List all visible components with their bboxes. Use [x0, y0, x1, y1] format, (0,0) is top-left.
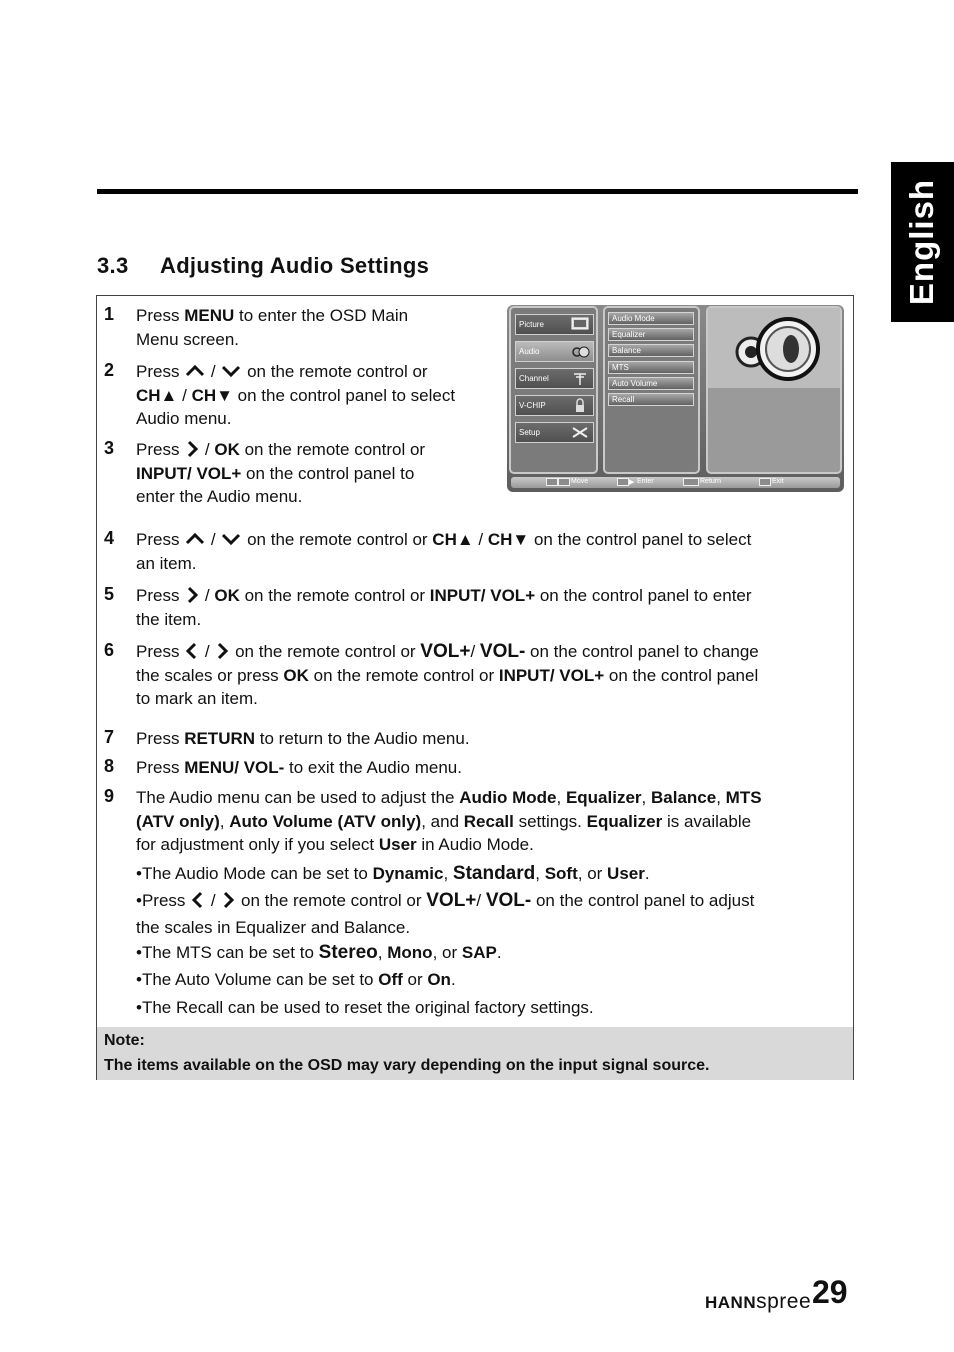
term-mts: MTS — [725, 788, 762, 807]
chevron-left-icon — [190, 891, 206, 909]
tv-icon — [570, 317, 590, 332]
term-on: On — [427, 970, 451, 989]
separator: , — [716, 788, 726, 807]
osd-sub-mts: MTS — [608, 361, 694, 374]
step-text: Audio menu. — [136, 409, 232, 428]
chevron-up-icon — [184, 362, 206, 380]
separator: / — [177, 385, 192, 405]
step-text: on the remote control or — [239, 586, 430, 605]
note-label: Note: — [104, 1032, 145, 1049]
step-9 — [104, 786, 762, 857]
term-user: User — [378, 835, 417, 854]
right-arrow-icon: ▶ — [629, 479, 635, 486]
step-text: the item. — [136, 609, 202, 629]
key-ok: OK — [214, 440, 240, 459]
key-vol-down: VOL- — [479, 641, 526, 662]
osd-sub-menu — [603, 306, 700, 474]
separator: , — [641, 788, 651, 807]
speaker-large-icon — [708, 308, 840, 388]
chevron-right-icon — [184, 440, 200, 458]
bullet-text: •The Auto Volume can be set to — [136, 970, 379, 989]
bullet-text: the scales in Equalizer and Balance. — [136, 918, 411, 937]
step-text: to mark an item. — [136, 689, 258, 708]
osd-main-menu — [509, 306, 598, 474]
language-tab-label: English — [903, 178, 941, 306]
separator: , — [219, 811, 230, 831]
step-text: , and — [421, 811, 464, 831]
key-input-vol: INPUT/ VOL+ — [429, 586, 536, 605]
osd-help-move: Move — [571, 478, 589, 485]
bullet-text: •Press — [136, 891, 191, 910]
menu-key-icon — [759, 478, 771, 486]
step-5 — [104, 584, 752, 631]
step-number: 1 — [104, 304, 115, 324]
separator: , or — [577, 864, 608, 883]
bullet-adjust-scales — [136, 887, 754, 941]
term-atv-only: (ATV only) — [136, 811, 220, 831]
term-user: User — [607, 864, 645, 883]
step-text: on the remote control or — [242, 530, 433, 549]
osd-menu-audio: Audio — [515, 341, 594, 362]
separator: / — [470, 642, 480, 661]
punctuation: . — [644, 864, 650, 883]
osd-menu-vchip: V-CHIP — [515, 395, 594, 416]
step-text: Press — [136, 586, 185, 605]
key-vol-up: VOL+ — [426, 890, 477, 911]
step-text: on the remote control or — [308, 665, 499, 685]
osd-preview-panel — [706, 306, 842, 474]
key-menu: MENU — [184, 306, 235, 325]
step-text: Press — [136, 440, 185, 459]
osd-sub-recall: Recall — [608, 393, 694, 406]
term-sap: SAP — [461, 943, 497, 962]
bullet-text: •The Recall can be used to reset the original factory settings. — [136, 998, 594, 1017]
step-text: Press — [136, 758, 185, 777]
brand-logo — [705, 1290, 811, 1314]
step-number: 9 — [104, 786, 115, 806]
step-text: on the remote control or — [242, 362, 428, 381]
step-number: 8 — [104, 756, 115, 776]
key-input-vol: INPUT/ VOL+ — [498, 665, 605, 685]
step-number: 7 — [104, 727, 115, 747]
osd-sub-equalizer: Equalizer — [608, 328, 694, 341]
chevron-up-icon — [184, 530, 206, 548]
note-box — [97, 1027, 853, 1080]
separator: / — [473, 530, 488, 549]
step-number: 5 — [104, 584, 115, 604]
step-7 — [104, 727, 470, 751]
separator: / — [206, 891, 221, 910]
section-title: Adjusting Audio Settings — [160, 253, 430, 278]
key-ch-up: CH▲ — [432, 530, 474, 549]
osd-help-return: Return — [700, 478, 722, 485]
separator: , — [443, 864, 453, 883]
term-stereo: Stereo — [318, 942, 378, 963]
up-key-icon — [546, 478, 558, 486]
step-text: on the remote control or — [230, 642, 421, 661]
page-number: 29 — [812, 1274, 848, 1310]
separator: , or — [432, 943, 462, 962]
term-auto-volume: Auto Volume (ATV only) — [229, 811, 422, 831]
step-8 — [104, 756, 462, 780]
step-text: Press — [136, 530, 185, 549]
osd-help-exit: Exit — [772, 478, 784, 485]
osd-menu-channel: Channel — [515, 368, 594, 389]
step-6 — [104, 640, 759, 711]
return-key-icon — [683, 478, 699, 486]
chevron-right-icon — [184, 586, 200, 604]
step-text: on the control panel to — [241, 463, 415, 483]
separator: / — [200, 642, 215, 661]
step-number: 4 — [104, 528, 115, 548]
step-text: The Audio menu can be used to adjust the — [136, 788, 460, 807]
bullet-text: •The Audio Mode can be set to — [136, 864, 373, 883]
note-text: The items available on the OSD may vary depending on the input signal source. — [104, 1057, 710, 1074]
term-equalizer: Equalizer — [586, 811, 663, 831]
step-number: 2 — [104, 360, 115, 380]
key-menu-vol: MENU/ VOL- — [184, 758, 285, 777]
key-vol-up: VOL+ — [420, 641, 471, 662]
separator: / — [206, 362, 221, 381]
step-4 — [104, 528, 752, 575]
bullet-text: or — [402, 970, 428, 989]
bullet-text: on the remote control or — [236, 891, 427, 910]
term-balance: Balance — [651, 788, 717, 807]
osd-audio-menu-screenshot — [507, 305, 844, 492]
separator: / — [206, 530, 221, 549]
step-text: for adjustment only if you select — [136, 835, 379, 854]
language-tab — [891, 162, 954, 322]
osd-sub-audio-mode: Audio Mode — [608, 312, 694, 325]
step-text: Press — [136, 642, 185, 661]
bullet-mts — [136, 941, 502, 964]
bullet-recall — [136, 996, 594, 1019]
osd-menu-picture: Picture — [515, 314, 594, 335]
section-heading — [97, 253, 429, 279]
step-text: on the control panel to select — [232, 385, 456, 405]
antenna-icon — [570, 371, 590, 386]
step-text: on the remote control or — [239, 440, 426, 459]
step-text: Press — [136, 362, 185, 381]
key-ch-down: CH▼ — [191, 385, 233, 405]
osd-sub-auto-volume: Auto Volume — [608, 377, 694, 390]
osd-sub-balance: Balance — [608, 344, 694, 357]
osd-help-bar — [511, 477, 840, 488]
key-ok: OK — [214, 586, 240, 605]
lock-icon — [570, 398, 590, 413]
term-audio-mode: Audio Mode — [459, 788, 557, 807]
step-number: 6 — [104, 640, 115, 660]
step-text: to enter the OSD Main — [234, 306, 409, 325]
step-text: an item. — [136, 553, 197, 573]
chevron-right-icon — [214, 642, 230, 660]
key-ch-up: CH▲ — [136, 385, 178, 405]
term-standard: Standard — [452, 863, 536, 884]
chevron-right-icon — [220, 891, 236, 909]
down-key-icon — [558, 478, 570, 486]
bullet-text: on the control panel to adjust — [531, 891, 755, 910]
separator: , — [535, 864, 545, 883]
brand-spree: spree — [756, 1290, 812, 1313]
separator: , — [377, 943, 388, 962]
step-3 — [104, 438, 426, 509]
bullet-text: •The MTS can be set to — [136, 943, 319, 962]
key-input-vol: INPUT/ VOL+ — [136, 463, 242, 483]
key-ch-down: CH▼ — [487, 530, 530, 549]
bullet-audio-mode — [136, 862, 650, 885]
step-text: on the control panel to select — [529, 530, 752, 549]
step-text: the scales or press — [136, 665, 284, 685]
punctuation: . — [450, 970, 456, 989]
step-2 — [104, 360, 456, 431]
key-ok: OK — [283, 665, 309, 685]
key-vol-down: VOL- — [485, 890, 532, 911]
step-text: on the control panel to enter — [535, 586, 752, 605]
brand-hann: HANN — [705, 1293, 757, 1312]
step-text: to return to the Audio menu. — [255, 729, 470, 748]
step-text: to exit the Audio menu. — [284, 758, 462, 777]
step-text: in Audio Mode. — [416, 835, 534, 854]
term-mono: Mono — [387, 943, 433, 962]
separator: / — [200, 586, 215, 605]
section-number: 3.3 — [97, 253, 129, 278]
osd-menu-setup: Setup — [515, 422, 594, 443]
chevron-left-icon — [184, 642, 200, 660]
term-off: Off — [378, 970, 403, 989]
separator: / — [200, 440, 215, 459]
bullet-auto-volume — [136, 968, 456, 991]
chevron-down-icon — [220, 362, 242, 380]
osd-help-enter: Enter — [637, 478, 654, 485]
step-text: is available — [662, 811, 752, 831]
separator: , — [556, 788, 566, 807]
separator: / — [476, 891, 486, 910]
step-text: on the control panel to change — [525, 642, 759, 661]
step-text: Press — [136, 729, 185, 748]
chevron-down-icon — [220, 530, 242, 548]
ok-key-icon — [617, 478, 629, 486]
step-number: 3 — [104, 438, 115, 458]
step-1 — [104, 304, 409, 351]
term-equalizer: Equalizer — [565, 788, 642, 807]
term-soft: Soft — [544, 864, 578, 883]
step-text: Press — [136, 306, 185, 325]
step-text: on the control panel — [604, 665, 759, 685]
punctuation: . — [496, 943, 502, 962]
step-text: enter the Audio menu. — [136, 487, 303, 506]
term-recall: Recall — [463, 811, 514, 831]
term-dynamic: Dynamic — [372, 864, 444, 883]
top-rule — [97, 189, 858, 194]
speaker-icon — [570, 344, 590, 359]
key-return: RETURN — [184, 729, 256, 748]
step-text: Menu screen. — [136, 329, 239, 349]
tools-icon — [570, 425, 590, 440]
step-text: settings. — [513, 811, 587, 831]
